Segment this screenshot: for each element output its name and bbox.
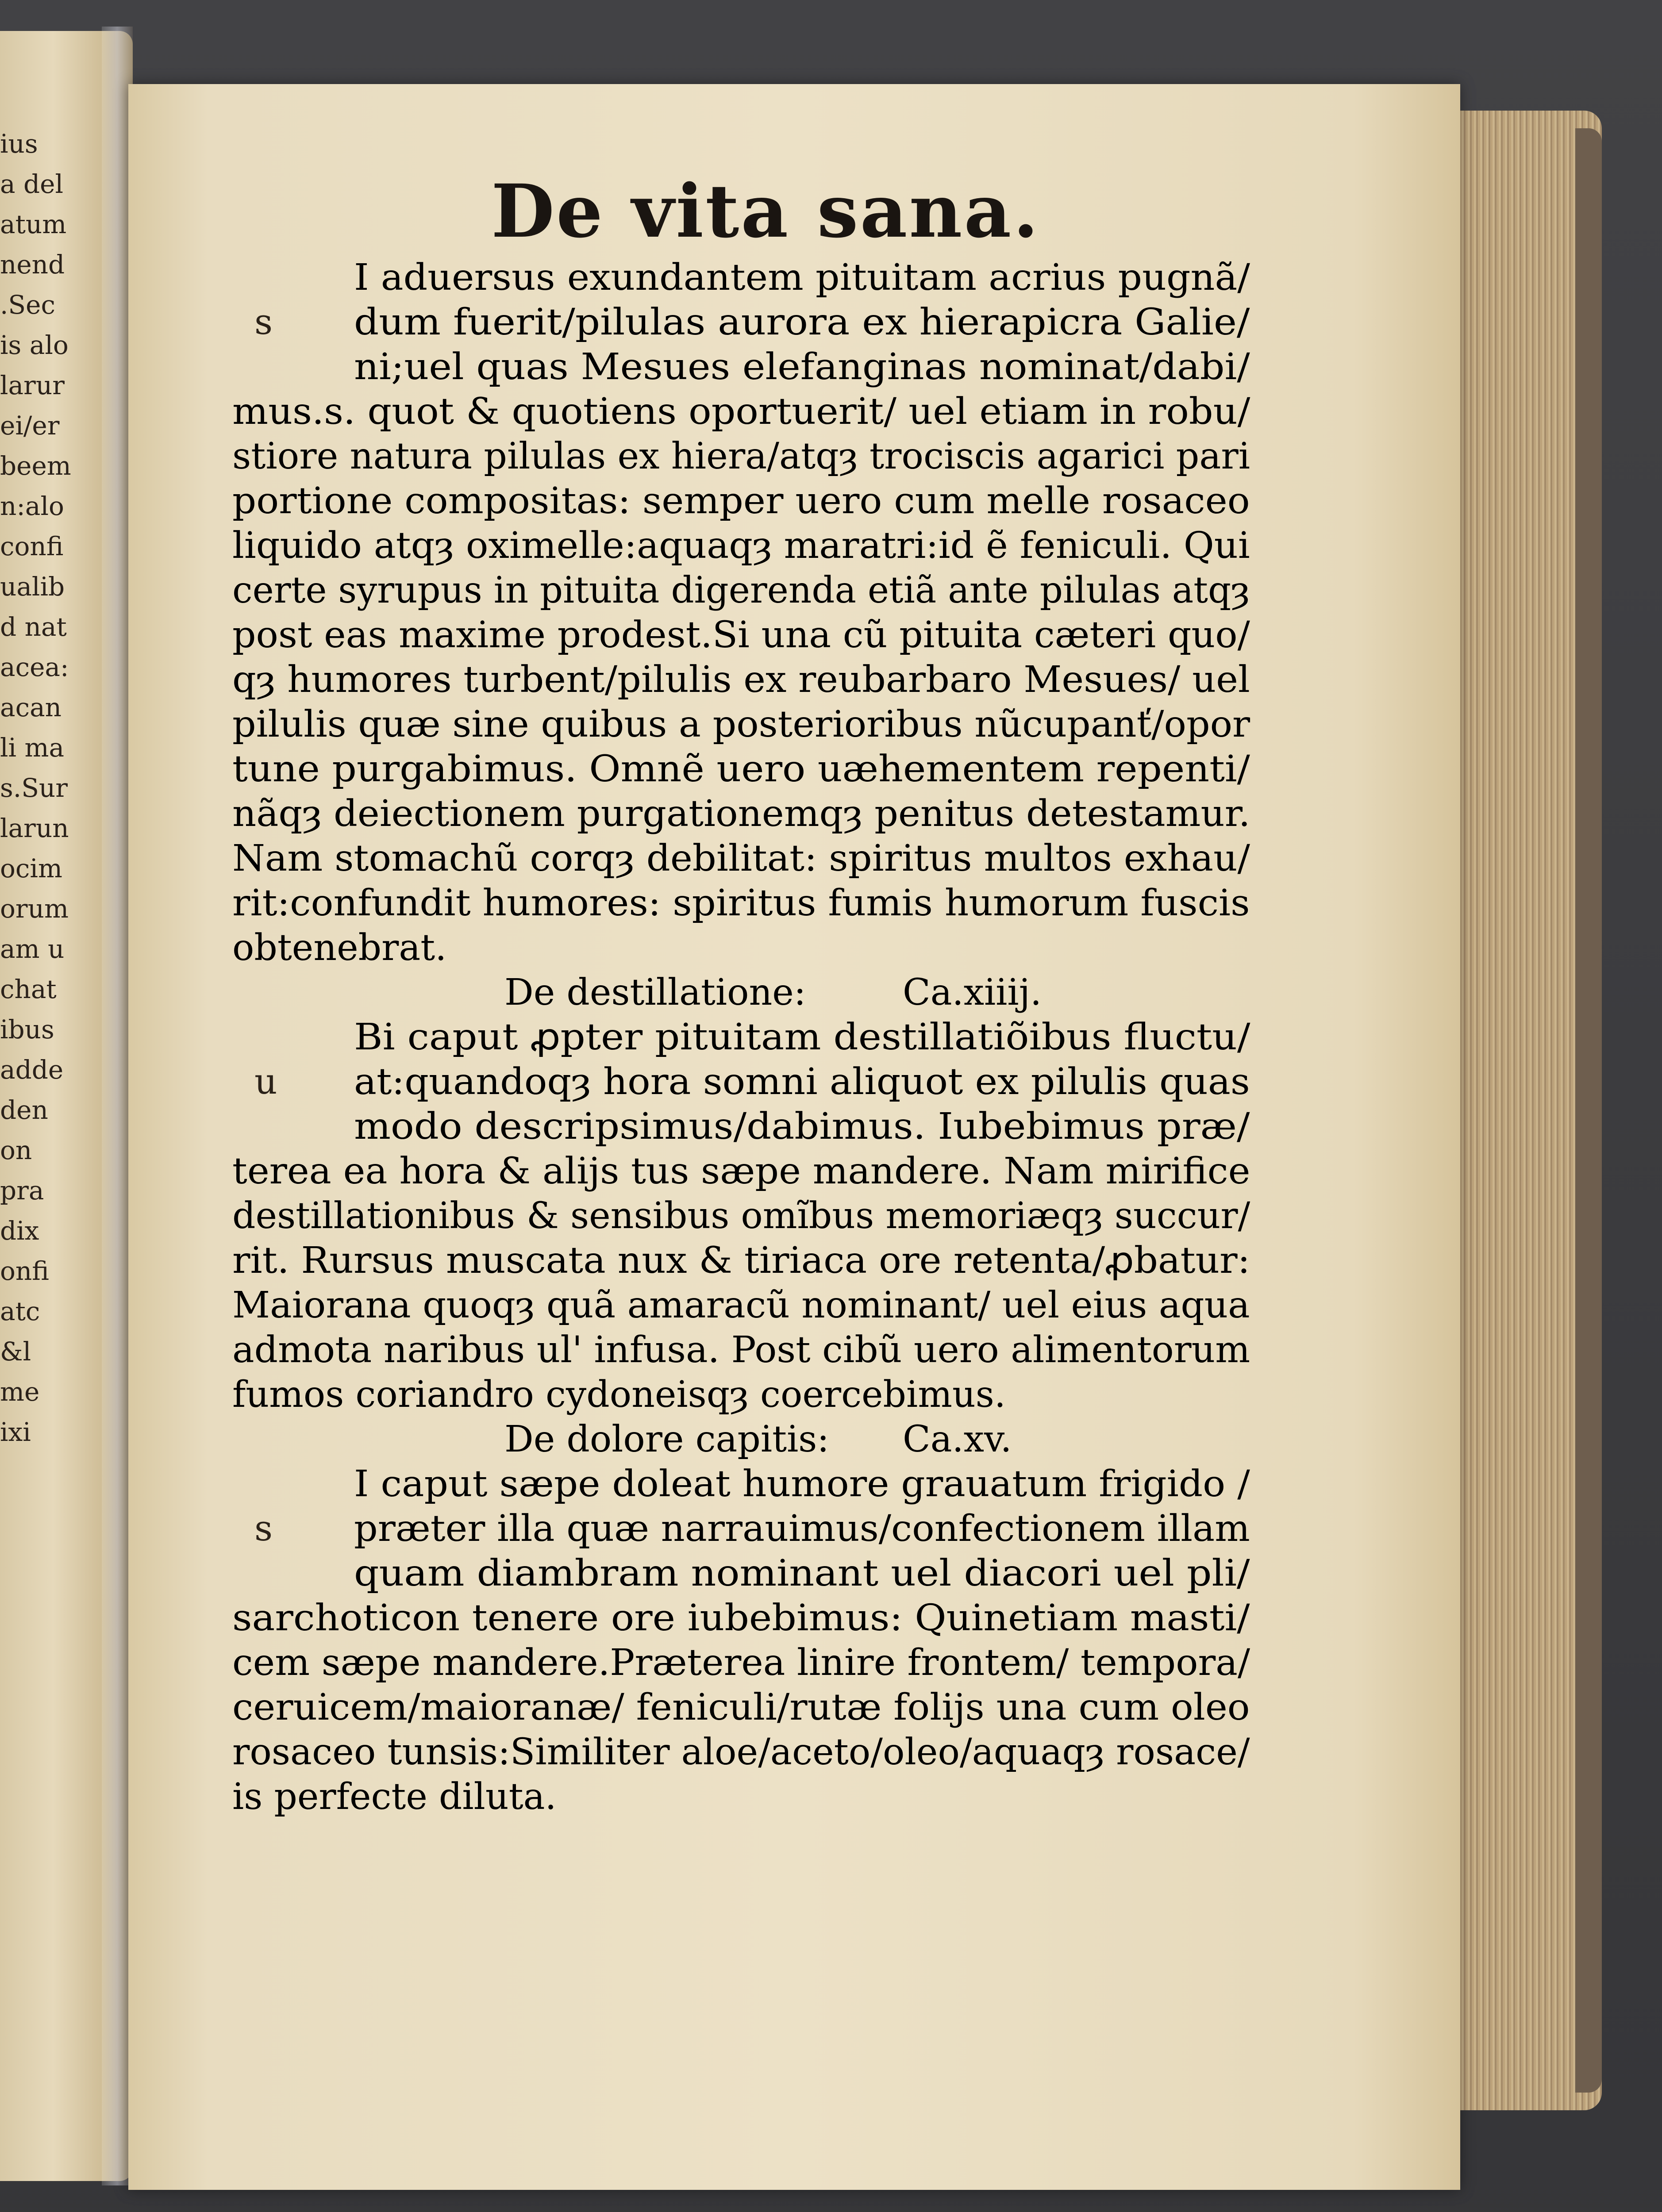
- text-line: tune purgabimus. Omnẽ uero uæhementem repenti/: [232, 748, 1250, 790]
- text-line: quam diambram nominant uel diacori uel pli/: [354, 1552, 1250, 1594]
- text-line: ni;uel quas Mesues elefanginas nominat/dabi/: [354, 346, 1250, 388]
- left-fragment: adde: [0, 1055, 64, 1085]
- text-line: rit:confundit humores: spiritus fumis humorum fuscis: [232, 882, 1250, 924]
- left-fragment: acea:: [0, 652, 69, 682]
- left-fragment: a del: [0, 169, 64, 199]
- left-fragment: n:alo: [0, 491, 64, 521]
- text-line: is perfecte diluta.: [232, 1776, 557, 1818]
- text-line: præter illa quæ narrauimus/confectionem illam: [354, 1508, 1250, 1550]
- text-line: terea ea hora & alijs tus sæpe mandere. Nam mirifice: [232, 1150, 1250, 1192]
- left-fragment: d nat: [0, 612, 67, 642]
- left-fragment: atum: [0, 209, 67, 239]
- left-fragment: orum: [0, 894, 69, 924]
- left-fragment: am u: [0, 934, 65, 964]
- text-line: at:quandoqȝ hora somni aliquot ex pilulis quas: [354, 1061, 1250, 1103]
- book-cover-edge: [1575, 128, 1602, 2093]
- text-line: I caput sæpe doleat humore grauatum frigido /: [354, 1463, 1250, 1505]
- page-title: De vita sana.: [491, 168, 1040, 254]
- left-fragment: s.Sur: [0, 773, 68, 803]
- text-line: fumos coriandro cydoneisqȝ coercebimus.: [232, 1374, 1006, 1416]
- left-fragment: larur: [0, 370, 65, 400]
- chapter-number: Ca.xv.: [903, 1418, 1012, 1460]
- text-line: qȝ humores turbent/pilulis ex reubarbaro Mesues/ uel: [232, 659, 1250, 701]
- left-fragment: pra: [0, 1175, 44, 1206]
- left-fragment: onfi: [0, 1256, 49, 1286]
- text-line: ceruicem/maioranæ/ feniculi/rutæ folijs una cum oleo: [232, 1686, 1250, 1728]
- left-fragment: ei/er: [0, 411, 60, 441]
- text-line: obtenebrat.: [232, 927, 447, 969]
- text-line: I aduersus exundantem pituitam acrius pugnã/: [354, 257, 1250, 299]
- text-line: nãqȝ deiectionem purgationemqȝ penitus detestamur.: [232, 793, 1250, 835]
- text-line: cem sæpe mandere.Præterea linire frontem/ tempora/: [232, 1642, 1250, 1684]
- guide-letter: s: [254, 301, 273, 342]
- text-line: rit. Rursus muscata nux & tiriaca ore retenta/ꝓbatur:: [232, 1240, 1250, 1282]
- text-line: mus.s. quot & quotiens oportuerit/ uel etiam in robu/: [232, 391, 1250, 433]
- left-fragment: ixi: [0, 1417, 31, 1447]
- text-line: post eas maxime prodest.Si una cũ pituita cæteri quo/: [232, 614, 1250, 656]
- left-fragment: ocim: [0, 853, 62, 883]
- left-fragment: is alo: [0, 330, 69, 360]
- chapter-number: Ca.xiiij.: [903, 972, 1042, 1014]
- left-fragment: me: [0, 1377, 40, 1407]
- left-fragment: beem: [0, 451, 71, 481]
- left-fragment: ualib: [0, 572, 65, 602]
- text-line: destillationibus & sensibus omĩbus memoriæqȝ succur/: [232, 1195, 1250, 1237]
- text-line: Bi caput ꝓpter pituitam destillatiõibus fluctu/: [354, 1016, 1250, 1058]
- left-fragment: dix: [0, 1216, 39, 1246]
- guide-letter: u: [254, 1061, 277, 1102]
- text-line: pilulis quæ sine quibus a posterioribus nũcupanť/opor: [232, 703, 1250, 745]
- text-line: sarchoticon tenere ore iubebimus: Quinetiam masti/: [232, 1597, 1250, 1639]
- text-line: liquido atqȝ oximelle:aquaqȝ maratri:id ẽ feniculi. Qui: [232, 525, 1250, 567]
- guide-letter: s: [254, 1508, 273, 1549]
- left-fragment: li ma: [0, 733, 65, 763]
- left-fragment: nend: [0, 250, 65, 280]
- text-line: modo descripsimus/dabimus. Iubebimus præ/: [354, 1106, 1250, 1148]
- chapter-heading: De destillatione:: [504, 972, 806, 1014]
- left-fragment: &l: [0, 1336, 31, 1367]
- left-fragment: chat: [0, 974, 57, 1004]
- text-line: Nam stomachũ corqȝ debilitat: spiritus multos exhau/: [232, 837, 1250, 879]
- left-fragment: on: [0, 1135, 32, 1165]
- text-line: admota naribus ul' infusa. Post cibũ uero alimentorum: [232, 1329, 1250, 1371]
- left-fragment: ius: [0, 129, 38, 159]
- chapter-heading: De dolore capitis:: [504, 1418, 829, 1460]
- text-line: Maiorana quoqȝ quã amaracũ nominant/ uel eius aqua: [232, 1284, 1250, 1326]
- text-line: portione compositas: semper uero cum melle rosaceo: [232, 480, 1250, 522]
- left-fragment: acan: [0, 692, 62, 722]
- text-line: certe syrupus in pituita digerenda etiã ante pilulas atqȝ: [232, 569, 1250, 611]
- text-line: rosaceo tunsis:Similiter aloe/aceto/oleo/aquaqȝ rosace/: [232, 1731, 1250, 1773]
- left-fragment: confi: [0, 531, 64, 561]
- left-fragment: .Sec: [0, 290, 55, 320]
- left-fragment: ibus: [0, 1014, 54, 1045]
- left-fragment: den: [0, 1095, 48, 1125]
- left-fragment: larun: [0, 813, 69, 843]
- left-fragment: atc: [0, 1296, 40, 1326]
- text-line: stiore natura pilulas ex hiera/atqȝ trociscis agarici pari: [232, 435, 1250, 477]
- text-line: dum fuerit/pilulas aurora ex hierapicra Galie/: [354, 301, 1250, 343]
